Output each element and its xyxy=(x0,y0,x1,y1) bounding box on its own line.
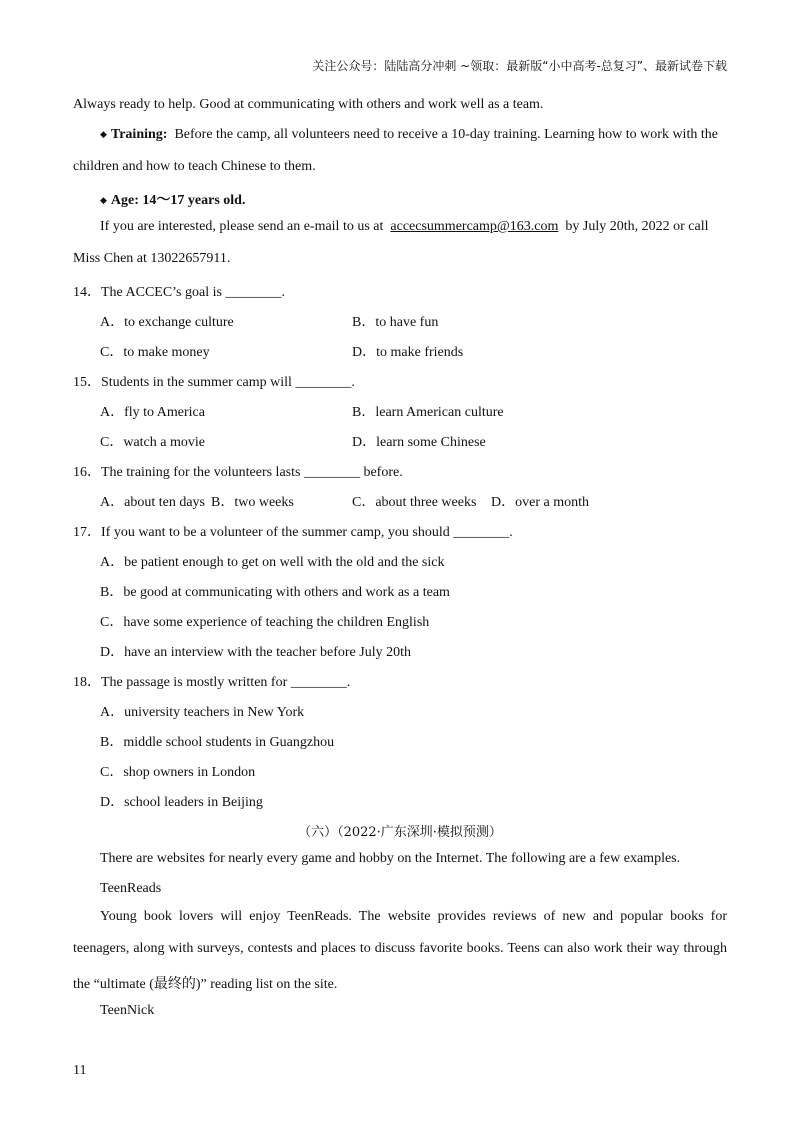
page-header-banner: 关注公众号：陆陆高分冲刺 ~领取：最新版“小中高考-总复习”、最新试卷下载 xyxy=(312,59,727,73)
contact-line-2: Miss Chen at 13022657911. xyxy=(73,251,231,266)
option-c: C．watch a movie xyxy=(100,435,205,450)
contact-line-1 xyxy=(100,219,727,235)
diamond-bullet-icon: ◆ xyxy=(100,195,107,205)
option-a: A．about ten days xyxy=(100,495,205,510)
option-c: C．about three weeks xyxy=(352,495,477,510)
section-intro: There are websites for nearly every game and hobby on the Internet. The following are a few examples. xyxy=(100,851,681,866)
question-stem: 15．Students in the summer camp will ________. xyxy=(73,375,355,390)
subheading-teenreads: TeenReads xyxy=(100,881,162,896)
paragraph-line: the “ultimate (最终的)” reading list on the site. xyxy=(73,977,338,992)
paragraph-line: teenagers, along with surveys, contests and places to discuss favorite books. Teens can also work their way through xyxy=(73,941,727,956)
option-a: A．be patient enough to get on well with the old and the sick xyxy=(100,555,445,570)
contact-post: by July 20th, 2022 or call xyxy=(565,219,709,234)
option-c: C．to make money xyxy=(100,345,210,360)
age-line xyxy=(100,189,245,209)
training-text: Before the camp, all volunteers need to receive a 10-day training. Learning how to work with the xyxy=(174,127,718,142)
option-b: B．to have fun xyxy=(352,315,439,330)
subheading-teennick: TeenNick xyxy=(100,1003,155,1018)
diamond-bullet-icon: ◆ xyxy=(100,129,107,139)
option-a: A．to exchange culture xyxy=(100,315,234,330)
question-stem: 16．The training for the volunteers lasts ________ before. xyxy=(73,465,403,480)
contact-pre: If you are interested, please send an e-mail to us at xyxy=(100,219,384,234)
option-d: D．school leaders in Beijing xyxy=(100,795,263,810)
email-link[interactable]: accecsummercamp@163.com xyxy=(390,219,559,234)
age-label: Age: 14～17 years old. xyxy=(110,193,246,208)
option-b: B．be good at communicating with others and work as a team xyxy=(100,585,450,600)
paragraph-line: Young book lovers will enjoy TeenReads. The website provides reviews of new and popular books for xyxy=(100,909,727,924)
option-c: C．have some experience of teaching the children English xyxy=(100,615,430,630)
option-b: B．learn American culture xyxy=(352,405,504,420)
passage-line: Always ready to help. Good at communicating with others and work well as a team. xyxy=(73,97,544,112)
training-line-1 xyxy=(100,127,718,143)
question-stem: 17．If you want to be a volunteer of the summer camp, you should ________. xyxy=(73,525,513,540)
option-d: D．over a month xyxy=(491,495,589,510)
option-a: A．university teachers in New York xyxy=(100,705,305,720)
page-number: 11 xyxy=(73,1063,87,1078)
question-stem: 14．The ACCEC’s goal is ________. xyxy=(73,285,285,300)
section-heading: （六）（2022·广东深圳·模拟预测） xyxy=(298,825,502,840)
option-d: D．learn some Chinese xyxy=(352,435,486,450)
training-line-2: children and how to teach Chinese to them. xyxy=(73,159,316,174)
option-d: D．to make friends xyxy=(352,345,464,360)
question-stem: 18．The passage is mostly written for ________. xyxy=(73,675,351,690)
option-c: C．shop owners in London xyxy=(100,765,256,780)
option-b: B．middle school students in Guangzhou xyxy=(100,735,335,750)
training-label: Training: xyxy=(110,127,168,142)
option-a: A．fly to America xyxy=(100,405,205,420)
option-d: D．have an interview with the teacher before July 20th xyxy=(100,645,412,660)
option-b: B．two weeks xyxy=(211,495,294,510)
